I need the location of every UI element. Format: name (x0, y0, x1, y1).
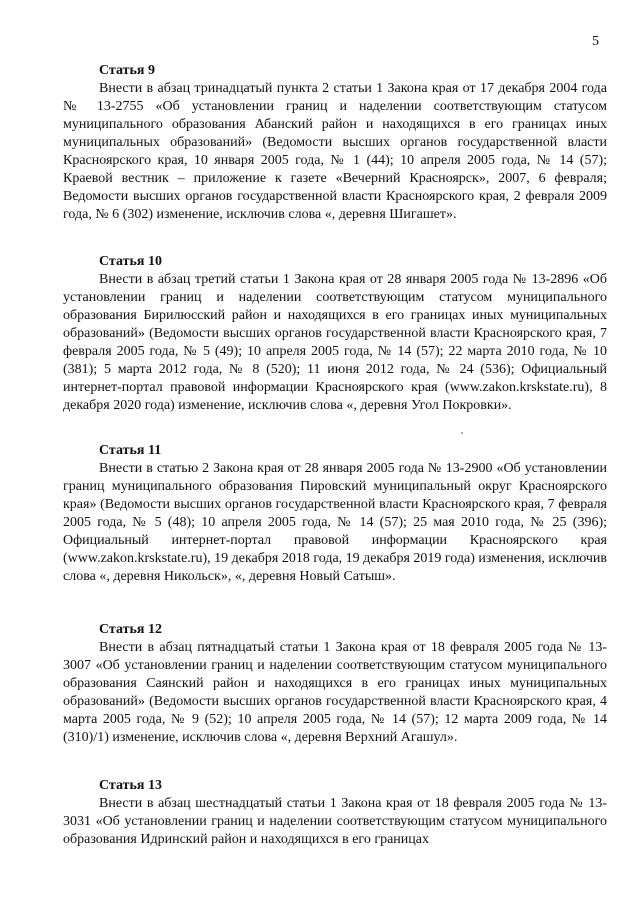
article-title: Статья 12 (99, 622, 162, 637)
article-13 (63, 777, 607, 849)
article-title: Статья 10 (99, 254, 162, 269)
article-10 (63, 253, 607, 415)
article-title: Статья 13 (99, 778, 162, 793)
article-text: Внести в абзац пятнадцатый статьи 1 Закона края от 18 февраля 2005 года № 13-3007 «Об установлении границ и наделении соответствующим статусом муниципального образования Саянский район и находящихся в его границах иных муниципальных образований» (Ведомости высших органов государственной власти Красноярского края, 4 марта 2005 года, № 9 (52); 10 апреля 2005 года, № 14 (57); 12 марта 2009 года, № 14 (310)/1) изменение, исключив слова «, деревня Верхний Агашул». (63, 640, 607, 745)
article-11 (63, 442, 607, 586)
page-number: 5 (592, 34, 599, 49)
article-text: Внести в абзац шестнадцатый статьи 1 Закона края от 18 февраля 2005 года № 13-3031 «Об установлении границ и наделении соответствующим статусом муниципального образования Идринский район и находящихся в его границах (63, 796, 607, 847)
article-text: Внести в абзац третий статьи 1 Закона края от 28 января 2005 года № 13-2896 «Об установлении границ и наделении соответствующим статусом муниципального образования Бирилюсский район и находящихся в его границах иных муниципальных образований» (Ведомости высших органов государственной власти Красноярского края, 7 февраля 2005 года, № 5 (49); 10 апреля 2005 года, № 14 (57); 22 марта 2010 года, № 10 (381); 5 марта 2012 года, № 8 (520); 11 июня 2012 года, № 24 (536); Официальный интернет-портал правовой информации Красноярского края (www.zakon.krskstate.ru), 8 декабря 2020 года) изменение, исключив слова «, деревня Угол Покровки». (63, 272, 607, 413)
article-text: Внести в абзац тринадцатый пункта 2 статьи 1 Закона края от 17 декабря 2004 года № 13-2755 «Об установлении границ и наделении соответствующим статусом муниципального образования Абанский район и находящихся в его границах иных муниципальных образований» (Ведомости высших органов государственной власти Красноярского края, 10 января 2005 года, № 1 (44); 10 апреля 2005 года, № 14 (57); Краевой вестник – приложение к газете «Вечерний Красноярск», 2007, 6 февраля; Ведомости высших органов государственной власти Красноярского края, 2 февраля 2009 года, № 6 (302) изменение, исключив слова «, деревня Шигашет». (63, 81, 607, 222)
article-12 (63, 621, 607, 747)
article-title: Статья 9 (99, 63, 155, 78)
article-title: Статья 11 (99, 443, 162, 458)
article-text: Внести в статью 2 Закона края от 28 января 2005 года № 13-2900 «Об установлении границ муниципального образования Пировский муниципальный округ Красноярского края» (Ведомости высших органов государственной власти Красноярского края, 7 февраля 2005 года, № 5 (48); 10 апреля 2005 года, № 14 (57); 25 мая 2010 года, № 25 (396); Официальный интернет-портал правовой информации Красноярского края (www.zakon.krskstate.ru), 19 декабря 2018 года, 19 декабря 2019 года) изменения, исключив слова «, деревня Никольск», «, деревня Новый Сатыш». (63, 461, 607, 584)
scan-speck (461, 432, 463, 434)
article-9 (63, 62, 607, 224)
